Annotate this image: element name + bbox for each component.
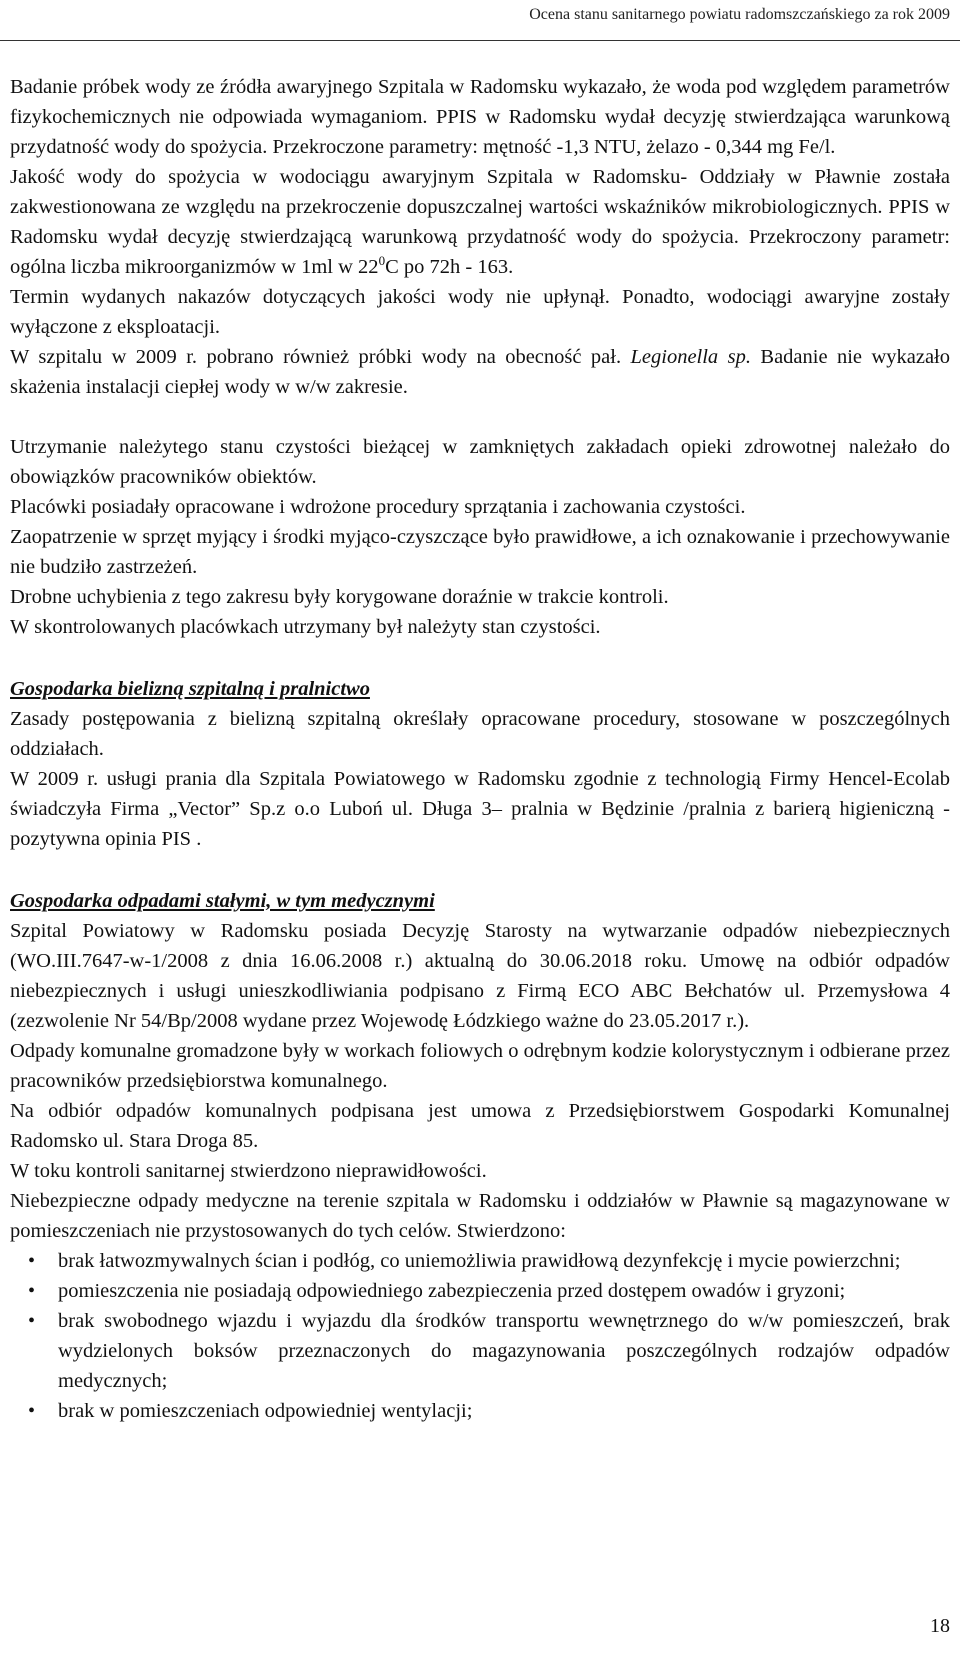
paragraph-legionella: W szpitalu w 2009 r. pobrano również próbki wody na obecność pał. Legionella sp. Badanie nie wykazało skażenia instalacji ciepłej wody w w/w zakresie. [10, 346, 950, 398]
bullet-icon: • [28, 1280, 36, 1302]
legionella-italic: Legionella sp. [630, 346, 751, 368]
paragraph-procedures: Placówki posiadały opracowane i wdrożone procedury sprzątania i zachowania czystości. [10, 496, 746, 518]
page-header [0, 6, 960, 38]
paragraph-water-quality: Jakość wody do spożycia w wodociągu awaryjnym Szpitala w Radomsku- Oddziały w Pławnie została zakwestionowana ze względu na przekroczenie dopuszczalnej wartości wskaźników mikrobiologicznych. PPIS w Radomsku wydał decyzję stwierdzającą warunkową przydatność wody do spożycia. Przekroczony parametr: ogólna liczba mikroorganizmów w 1ml w $22^0C$ po 72h - 163. [10, 166, 950, 278]
paragraph-cleanliness: Utrzymanie należytego stanu czystości bieżącej w zamkniętych zakładach opieki zdrowotnej należało do obowiązków pracowników obiektów. [10, 436, 950, 488]
findings-list [10, 1246, 950, 1426]
document-body [10, 72, 950, 1426]
bullet-icon: • [28, 1400, 36, 1422]
header-title: Ocena stanu sanitarnego powiatu radomszczańskiego za rok 2009 [529, 6, 950, 23]
paragraph-waste-contract: Na odbiór odpadów komunalnych podpisana jest umowa z Przedsiębiorstwem Gospodarki Komunalnej Radomsko ul. Stara Droga 85. [10, 1100, 950, 1152]
list-item: • brak łatwozmywalnych ścian i podłóg, co uniemożliwia prawidłową dezynfekcję i mycie powierzchni; [58, 1246, 950, 1276]
list-item: • pomieszczenia nie posiadają odpowiedniego zabezpieczenia przed dostępem owadów i gryzoni; [58, 1276, 950, 1306]
bullet-icon: • [28, 1310, 36, 1332]
list-item: • brak w pomieszczeniach odpowiedniej wentylacji; [58, 1396, 950, 1426]
section-heading-waste: Gospodarka odpadami stałymi, w tym medycznymi [10, 890, 435, 912]
superscript-degree: 0 [378, 253, 386, 269]
paragraph-medical-waste: Niebezpieczne odpady medyczne na terenie szpitala w Radomsku i oddziałów w Pławnie są magazynowane w pomieszczeniach nie przystosowanych do tych celów. Stwierdzono: [10, 1190, 950, 1242]
section-heading-linen: Gospodarka bielizną szpitalną i pralnictwo [10, 678, 370, 700]
paragraph-orders-deadline: Termin wydanych nakazów dotyczących jakości wody nie upłynął. Ponadto, wodociągi awaryjne zostały wyłączone z eksploatacji. [10, 286, 950, 338]
paragraph-irregularities: W toku kontroli sanitarnej stwierdzono nieprawidłowości. [10, 1160, 487, 1182]
paragraph-municipal-waste: Odpady komunalne gromadzone były w workach foliowych o odrębnym kodzie kolorystycznym i odbierane przez pracowników przedsiębiorstwa komunalnego. [10, 1040, 950, 1092]
list-item: • brak swobodnego wjazdu i wyjazdu dla środków transportu wewnętrznego do w/w pomieszczeń, brak wydzielonych boksów przeznaczonych do magazynowania poszczególnych rodzajów odpadów medycznych; [58, 1306, 950, 1396]
page-number: 18 [930, 1615, 950, 1637]
paragraph-equipment: Zaopatrzenie w sprzęt myjący i środki myjąco-czyszczące było prawidłowe, a ich oznakowanie i przechowywanie nie budziło zastrzeżeń. [10, 526, 950, 578]
paragraph-water-source: Badanie próbek wody ze źródła awaryjnego Szpitala w Radomsku wykazało, że woda pod względem parametrów fizykochemicznych nie odpowiada wymaganiom. PPIS w Radomsku wydał decyzję stwierdzająca warunkową przydatność wody do spożycia. Przekroczone parametry: mętność -1,3 NTU, żelazo - 0,344 mg Fe/l. [10, 76, 950, 158]
paragraph-waste-decision: Szpital Powiatowy w Radomsku posiada Decyzję Starosty na wytwarzanie odpadów niebezpiecznych (WO.III.7647-w-1/2008 z dnia 16.06.2008 r.) aktualną do 30.06.2018 roku. Umowę na odbiór odpadów niebezpiecznych i usługi unieszkodliwiania podpisano z Firmą ECO ABC Bełchatów ul. Przemysłowa 4 (zezwolenie Nr 54/Bp/2008 wydane przez Wojewodę Łódzkiego ważne do 23.05.2017 r.). [10, 920, 950, 1032]
header-divider [0, 40, 960, 41]
paragraph-laundry: W 2009 r. usługi prania dla Szpitala Powiatowego w Radomsku zgodnie z technologią Firmy Hencel-Ecolab świadczyła Firma „Vector” Sp.z o.o Luboń ul. Długa 3– pralnia w Będzinie /pralnia z barierą higieniczną - pozytywna opinia PIS . [10, 768, 950, 850]
paragraph-minor-issues: Drobne uchybienia z tego zakresu były korygowane doraźnie w trakcie kontroli. [10, 586, 669, 608]
bullet-icon: • [28, 1250, 36, 1272]
paragraph-cleanliness-maintained: W skontrolowanych placówkach utrzymany był należyty stan czystości. [10, 616, 601, 638]
paragraph-linen-rules: Zasady postępowania z bielizną szpitalną określały opracowane procedury, stosowane w poszczególnych oddziałach. [10, 708, 950, 760]
